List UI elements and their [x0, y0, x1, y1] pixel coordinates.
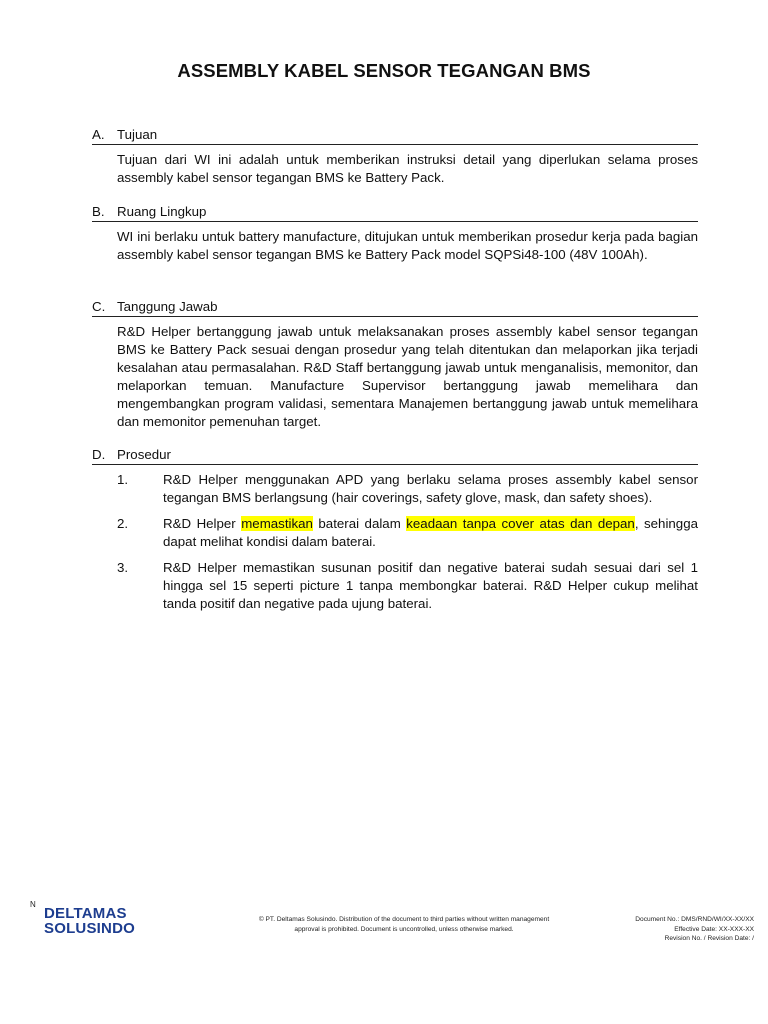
section-body: Tujuan dari WI ini adalah untuk memberikan instruksi detail yang diperlukan selama proses assembly kabel sensor tegangan BMS ke Battery Pack.	[117, 152, 698, 185]
section-tujuan	[92, 126, 698, 187]
section-prosedur	[92, 446, 698, 629]
copyright-line: © PT. Deltamas Solusindo. Distribution of the document to third parties without written management	[258, 916, 550, 923]
logo-line: DELTAMAS	[44, 905, 127, 922]
section-heading	[92, 446, 698, 465]
section-letter: B.	[92, 204, 105, 219]
section-heading	[92, 203, 698, 222]
section-title: Ruang Lingkup	[117, 204, 207, 219]
step-text: R&D Helper menggunakan APD yang berlaku selama proses assembly kabel sensor tegangan BMS berlangsung (hair coverings, safety glove, mask, dan safety shoes).	[163, 472, 698, 505]
procedure-step	[117, 471, 698, 507]
section-body: R&D Helper bertanggung jawab untuk melaksanakan proses assembly kabel sensor tegangan BMS ke Battery Pack sesuai dengan prosedur yang telah ditentukan dan melaporkan jika terjadi kesalahan atau permasalahan. R&D Staff bertanggung jawab untuk menganalisis, memonitor, dan melaporkan temuan. Manufacture Supervisor bertanggung jawab memelihara dan mengembangkan program validasi, sementara Manajemen bertanggung jawab untuk memelihara dan memonitor pemenuhan target.	[117, 324, 698, 429]
footer-copyright	[238, 915, 570, 934]
step-text	[163, 515, 698, 551]
procedure-list	[117, 471, 698, 613]
document-number: Document No.: DMS/RND/WI/XX-XX/XX	[635, 916, 754, 923]
procedure-step	[117, 515, 698, 551]
section-heading	[92, 298, 698, 317]
section-title: Tujuan	[117, 127, 158, 142]
copyright-line: approval is prohibited. Document is uncontrolled, unless otherwise marked.	[294, 925, 514, 933]
effective-date: Effective Date: XX-XXX-XX	[674, 925, 754, 933]
revision-info: Revision No. / Revision Date: /	[664, 935, 754, 942]
step-number: 2.	[117, 516, 129, 531]
footer-document-info	[584, 915, 754, 944]
section-title: Prosedur	[117, 447, 171, 462]
step-number: 1.	[117, 472, 129, 487]
procedure-step	[117, 559, 698, 613]
document-title: ASSEMBLY KABEL SENSOR TEGANGAN BMS	[177, 60, 591, 81]
step-number: 3.	[117, 560, 129, 575]
section-tanggung-jawab	[92, 298, 698, 431]
highlighted-text: memastikan	[241, 516, 313, 531]
section-ruang-lingkup	[92, 203, 698, 264]
section-body: WI ini berlaku untuk battery manufacture, ditujukan untuk memberikan prosedur kerja pada bagian assembly kabel sensor tegangan BMS ke Battery Pack model SQPSi48-100 (48V 100Ah).	[117, 229, 698, 262]
section-letter: D.	[92, 447, 106, 462]
company-logo	[44, 906, 135, 936]
section-heading	[92, 126, 698, 145]
step-text: R&D Helper memastikan susunan positif dan negative baterai sudah sesuai dari sel 1 hingga sel 15 seperti picture 1 tanpa membongkar baterai. R&D Helper cukup melihat tanda positif dan negative pada ujung baterai.	[163, 560, 698, 611]
highlighted-text: keadaan tanpa cover atas dan depan	[406, 516, 635, 531]
section-title: Tanggung Jawab	[117, 299, 218, 314]
step-text-part: baterai dalam	[312, 516, 407, 531]
logo-line: SOLUSINDO	[44, 920, 135, 937]
section-letter: A.	[92, 127, 105, 142]
step-text-part: , sehingga dapat melihat kondisi dalam baterai.	[163, 516, 698, 549]
step-text-part: R&D Helper	[163, 516, 242, 531]
section-letter: C.	[92, 299, 106, 314]
footer-mark: N	[30, 900, 36, 909]
